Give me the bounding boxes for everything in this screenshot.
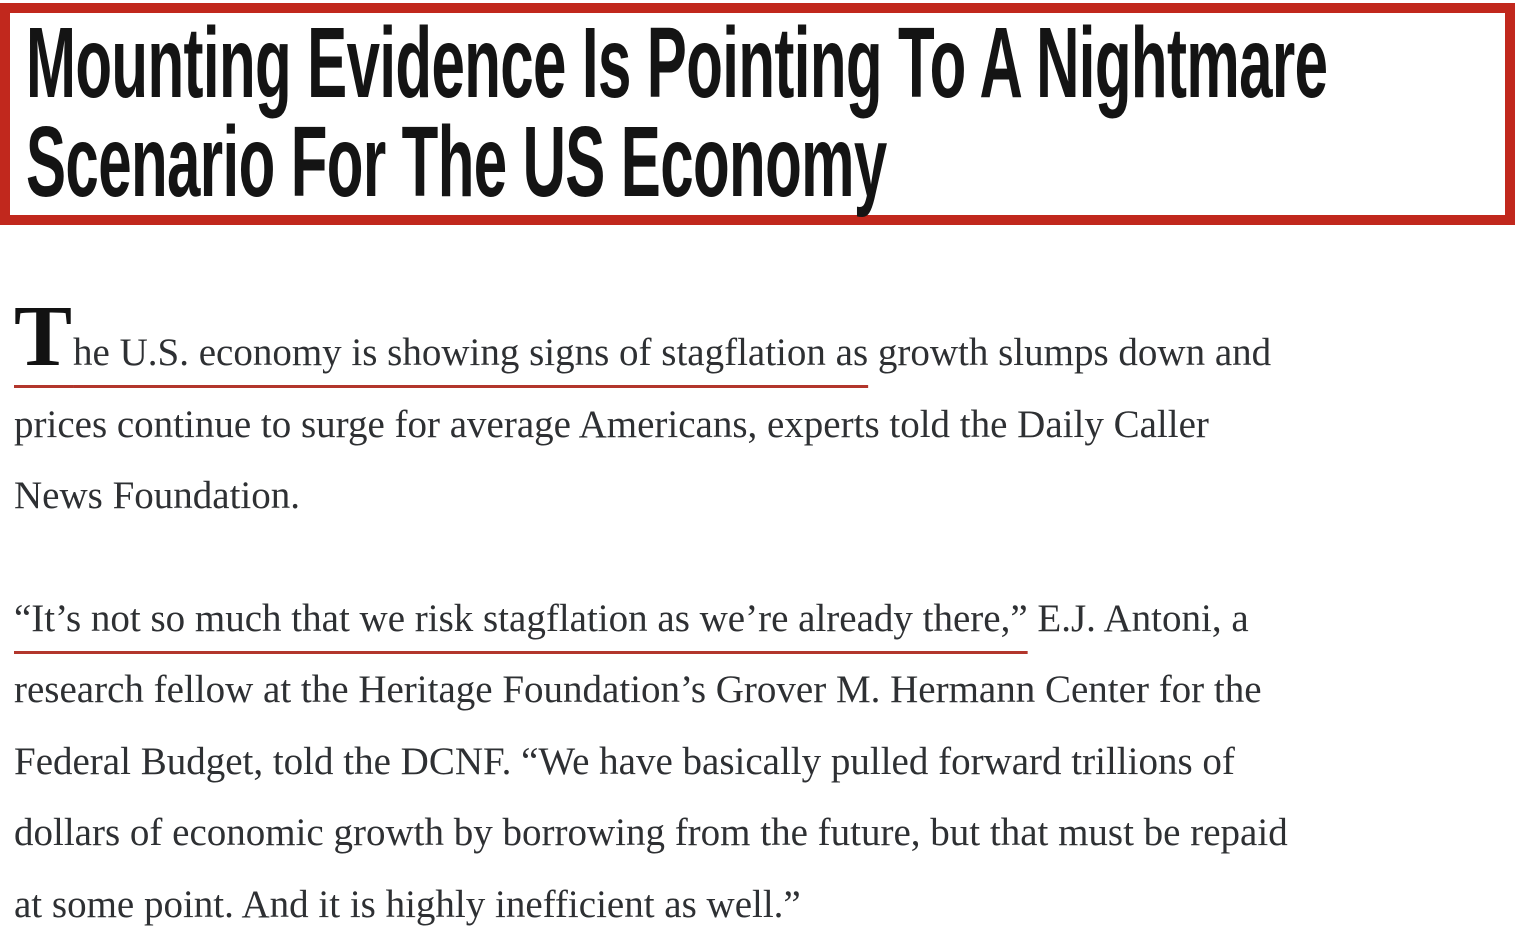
headline-box [0,3,1515,225]
stagflation-link[interactable] [14,287,869,384]
text-line [14,460,1513,532]
text-line [14,287,1513,389]
text-line [14,389,1513,461]
text-line [14,583,1513,655]
text-line [14,726,1513,798]
quote-paragraph [14,583,1513,941]
paragraph-text: prices continue to surge for average Americans, experts told the Daily Caller [14,402,1209,446]
paragraph-text: at some point. And it is highly inefficient as well.” [14,882,801,926]
headline-line-1: Mounting Evidence Is Pointing To A Nightmare [26,7,1328,119]
paragraph-text: News Foundation. [14,474,300,517]
text-line [14,654,1513,726]
paragraph-text: E.J. Antoni, a [1027,596,1249,640]
text-line [14,797,1513,869]
text-line [14,869,1513,941]
paragraph-text: research fellow at the Heritage Foundation’s Grover M. Hermann Center for the [14,668,1262,711]
intro-paragraph [14,287,1513,532]
paragraph-text: Federal Budget, told the DCNF. “We have basically pulled forward trillions of [14,739,1235,783]
drop-cap: T [14,287,74,384]
paragraph-text: dollars of economic growth by borrowing from the future, but that must be repaid [14,811,1288,854]
stagflation-link-text: he U.S. economy is showing signs of stagflation as [73,331,869,374]
headline-title [26,7,1521,218]
headline-line-2: Scenario For The US Economy [26,106,887,218]
paragraph-text: growth slumps down and [868,331,1272,374]
article-body [0,287,1521,940]
quote-link[interactable]: “It’s not so much that we risk stagflation as we’re already there,” [14,596,1028,640]
